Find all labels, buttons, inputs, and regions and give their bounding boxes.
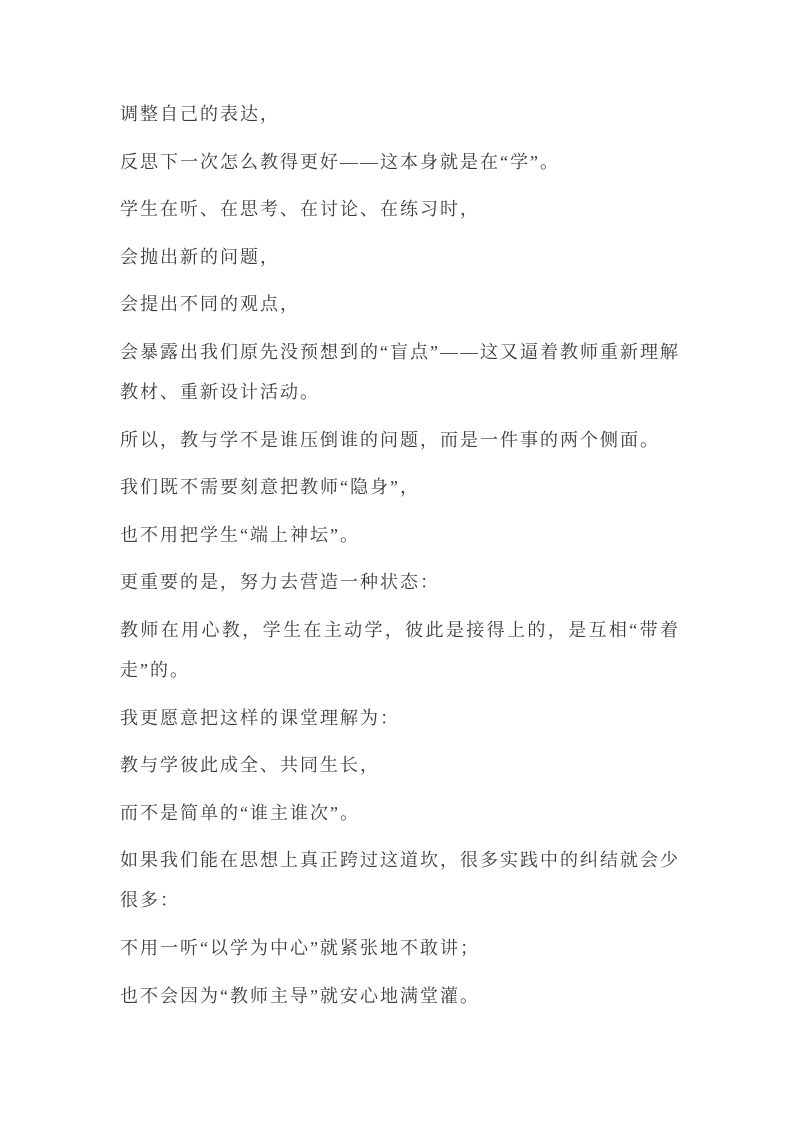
paragraph: 教师在用心教，学生在主动学，彼此是接得上的，是互相“带着走”的。 xyxy=(120,619,680,680)
paragraph: 会抛出新的问题， xyxy=(120,246,280,267)
paragraph: 也不会因为“教师主导”就安心地满堂灌。 xyxy=(120,985,480,1006)
paragraph: 学生在听、在思考、在讨论、在练习时， xyxy=(120,199,480,220)
paragraph: 所以，教与学不是谁压倒谁的问题，而是一件事的两个侧面。 xyxy=(120,429,660,450)
paragraph: 反思下一次怎么教得更好——这本身就是在“学”。 xyxy=(120,151,560,172)
paragraph: 如果我们能在思想上真正跨过这道坎，很多实践中的纠结就会少很多： xyxy=(120,850,680,911)
paragraph: 不用一听“以学为中心”就紧张地不敢讲； xyxy=(120,937,480,958)
paragraph: 会提出不同的观点， xyxy=(120,294,300,315)
paragraph: 教与学彼此成全、共同生长， xyxy=(120,755,380,776)
paragraph: 调整自己的表达， xyxy=(120,104,280,124)
paragraph: 我们既不需要刻意把教师“隐身”， xyxy=(120,477,420,498)
paragraph: 会暴露出我们原先没预想到的“盲点”——这又逼着教师重新理解教材、重新设计活动。 xyxy=(120,341,680,402)
paragraph: 也不用把学生“端上神坛”。 xyxy=(120,524,360,545)
paragraph: 更重要的是，努力去营造一种状态： xyxy=(120,572,440,593)
paragraph: 我更愿意把这样的课堂理解为： xyxy=(120,707,400,728)
paragraph: 而不是简单的“谁主谁次”。 xyxy=(120,802,360,823)
